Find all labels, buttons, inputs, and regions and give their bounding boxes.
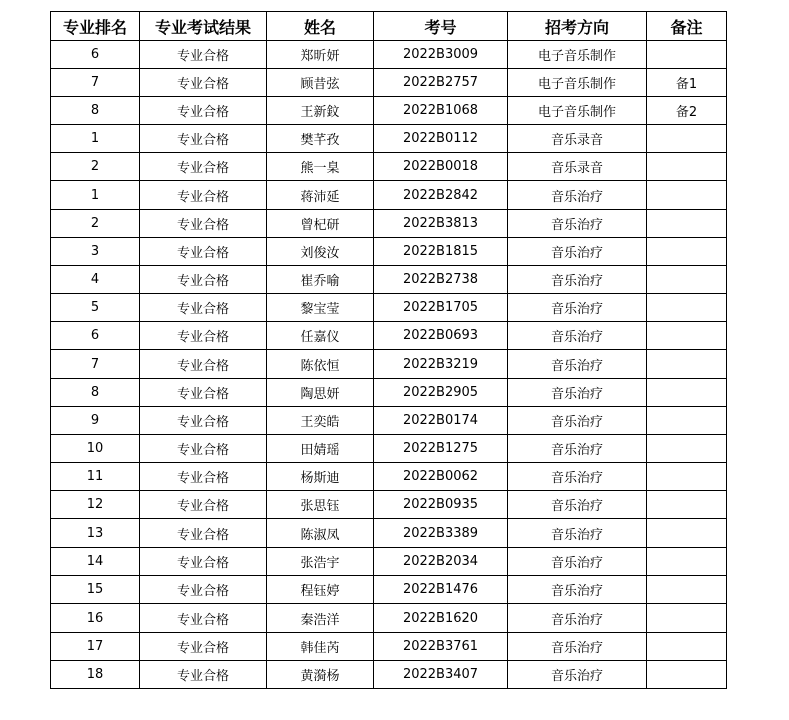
cell-name: 顾昔弦 [267, 69, 374, 97]
cell-exam-result: 专业合格 [140, 125, 267, 153]
cell-exam-result: 专业合格 [140, 97, 267, 125]
header-row [51, 12, 727, 41]
cell-direction: 音乐治疗 [508, 294, 647, 322]
cell-name: 韩佳芮 [267, 633, 374, 661]
table-row [51, 294, 727, 322]
cell-notes [647, 463, 727, 491]
cell-direction: 音乐治疗 [508, 519, 647, 548]
cell-rank: 5 [51, 294, 140, 322]
table-row [51, 350, 727, 379]
cell-exam-result: 专业合格 [140, 350, 267, 379]
cell-rank: 3 [51, 238, 140, 266]
cell-direction: 音乐治疗 [508, 491, 647, 519]
cell-exam-number: 2022B3009 [374, 41, 508, 69]
cell-direction: 音乐治疗 [508, 407, 647, 435]
cell-direction: 音乐治疗 [508, 181, 647, 210]
cell-name: 任嘉仪 [267, 322, 374, 350]
table-row [51, 266, 727, 294]
table-row [51, 661, 727, 689]
cell-rank: 15 [51, 576, 140, 604]
table-header [51, 12, 727, 41]
cell-direction: 音乐治疗 [508, 435, 647, 463]
cell-exam-result: 专业合格 [140, 294, 267, 322]
cell-exam-result: 专业合格 [140, 379, 267, 407]
table-row [51, 41, 727, 69]
cell-direction: 音乐录音 [508, 125, 647, 153]
cell-direction: 音乐治疗 [508, 463, 647, 491]
cell-name: 樊芊孜 [267, 125, 374, 153]
cell-notes [647, 41, 727, 69]
table-row [51, 97, 727, 125]
cell-notes: 备1 [647, 69, 727, 97]
cell-name: 曾杞研 [267, 210, 374, 238]
cell-notes [647, 604, 727, 633]
cell-notes [647, 294, 727, 322]
cell-direction: 电子音乐制作 [508, 41, 647, 69]
cell-direction: 音乐治疗 [508, 266, 647, 294]
cell-exam-number: 2022B1705 [374, 294, 508, 322]
header-notes: 备注 [647, 12, 727, 41]
cell-exam-number: 2022B0174 [374, 407, 508, 435]
table-row [51, 519, 727, 548]
cell-exam-number: 2022B1476 [374, 576, 508, 604]
cell-notes [647, 210, 727, 238]
cell-exam-number: 2022B0018 [374, 153, 508, 181]
cell-name: 刘俊汝 [267, 238, 374, 266]
cell-rank: 8 [51, 379, 140, 407]
cell-direction: 音乐治疗 [508, 604, 647, 633]
cell-rank: 2 [51, 210, 140, 238]
cell-exam-number: 2022B1815 [374, 238, 508, 266]
cell-direction: 音乐治疗 [508, 210, 647, 238]
cell-exam-result: 专业合格 [140, 322, 267, 350]
cell-notes [647, 661, 727, 689]
cell-exam-number: 2022B2034 [374, 548, 508, 576]
cell-exam-result: 专业合格 [140, 266, 267, 294]
cell-name: 陈淑凤 [267, 519, 374, 548]
table-row [51, 322, 727, 350]
cell-direction: 音乐治疗 [508, 633, 647, 661]
cell-name: 熊一臬 [267, 153, 374, 181]
cell-rank: 9 [51, 407, 140, 435]
cell-exam-result: 专业合格 [140, 210, 267, 238]
cell-exam-number: 2022B0062 [374, 463, 508, 491]
cell-notes [647, 633, 727, 661]
cell-name: 陈依恒 [267, 350, 374, 379]
cell-exam-result: 专业合格 [140, 661, 267, 689]
table-row [51, 181, 727, 210]
cell-exam-number: 2022B0935 [374, 491, 508, 519]
cell-exam-number: 2022B1620 [374, 604, 508, 633]
cell-exam-number: 2022B3761 [374, 633, 508, 661]
cell-name: 程钰婷 [267, 576, 374, 604]
table-row [51, 548, 727, 576]
cell-notes: 备2 [647, 97, 727, 125]
cell-notes [647, 491, 727, 519]
cell-notes [647, 548, 727, 576]
cell-exam-result: 专业合格 [140, 238, 267, 266]
table-row [51, 407, 727, 435]
cell-notes [647, 379, 727, 407]
table-row [51, 379, 727, 407]
cell-rank: 4 [51, 266, 140, 294]
cell-exam-number: 2022B0112 [374, 125, 508, 153]
cell-notes [647, 576, 727, 604]
cell-exam-number: 2022B0693 [374, 322, 508, 350]
cell-name: 郑昕妍 [267, 41, 374, 69]
table-row [51, 491, 727, 519]
cell-exam-number: 2022B1275 [374, 435, 508, 463]
cell-direction: 音乐录音 [508, 153, 647, 181]
cell-name: 黄漪杨 [267, 661, 374, 689]
cell-rank: 10 [51, 435, 140, 463]
cell-exam-result: 专业合格 [140, 576, 267, 604]
table-row [51, 125, 727, 153]
cell-rank: 6 [51, 322, 140, 350]
cell-name: 陶思妍 [267, 379, 374, 407]
cell-exam-number: 2022B2757 [374, 69, 508, 97]
table-row [51, 238, 727, 266]
cell-rank: 12 [51, 491, 140, 519]
header-exam-result: 专业考试结果 [140, 12, 267, 41]
cell-exam-result: 专业合格 [140, 435, 267, 463]
cell-exam-number: 2022B3407 [374, 661, 508, 689]
table-body [51, 41, 727, 689]
cell-rank: 13 [51, 519, 140, 548]
cell-notes [647, 153, 727, 181]
cell-notes [647, 125, 727, 153]
cell-rank: 7 [51, 350, 140, 379]
cell-notes [647, 435, 727, 463]
cell-rank: 7 [51, 69, 140, 97]
cell-exam-number: 2022B3813 [374, 210, 508, 238]
cell-direction: 电子音乐制作 [508, 69, 647, 97]
cell-exam-result: 专业合格 [140, 604, 267, 633]
cell-direction: 电子音乐制作 [508, 97, 647, 125]
cell-exam-number: 2022B2842 [374, 181, 508, 210]
table-row [51, 153, 727, 181]
cell-name: 蒋沛延 [267, 181, 374, 210]
cell-direction: 音乐治疗 [508, 379, 647, 407]
cell-direction: 音乐治疗 [508, 238, 647, 266]
cell-name: 王新鈫 [267, 97, 374, 125]
cell-name: 张浩宇 [267, 548, 374, 576]
cell-direction: 音乐治疗 [508, 661, 647, 689]
cell-direction: 音乐治疗 [508, 548, 647, 576]
cell-exam-result: 专业合格 [140, 41, 267, 69]
cell-rank: 2 [51, 153, 140, 181]
header-direction: 招考方向 [508, 12, 647, 41]
cell-exam-number: 2022B2738 [374, 266, 508, 294]
header-name: 姓名 [267, 12, 374, 41]
cell-exam-number: 2022B3389 [374, 519, 508, 548]
header-exam-number: 考号 [374, 12, 508, 41]
cell-notes [647, 266, 727, 294]
table-row [51, 435, 727, 463]
cell-exam-number: 2022B2905 [374, 379, 508, 407]
cell-rank: 6 [51, 41, 140, 69]
cell-rank: 1 [51, 125, 140, 153]
header-rank: 专业排名 [51, 12, 140, 41]
cell-rank: 16 [51, 604, 140, 633]
cell-direction: 音乐治疗 [508, 322, 647, 350]
cell-notes [647, 407, 727, 435]
cell-notes [647, 181, 727, 210]
cell-rank: 17 [51, 633, 140, 661]
cell-name: 田婧瑶 [267, 435, 374, 463]
cell-exam-result: 专业合格 [140, 633, 267, 661]
cell-exam-result: 专业合格 [140, 181, 267, 210]
cell-name: 秦浩洋 [267, 604, 374, 633]
cell-rank: 8 [51, 97, 140, 125]
cell-notes [647, 322, 727, 350]
cell-notes [647, 519, 727, 548]
cell-notes [647, 238, 727, 266]
results-table [50, 11, 727, 689]
cell-exam-result: 专业合格 [140, 491, 267, 519]
cell-name: 张思钰 [267, 491, 374, 519]
cell-name: 王奕皓 [267, 407, 374, 435]
cell-rank: 11 [51, 463, 140, 491]
cell-exam-result: 专业合格 [140, 519, 267, 548]
cell-direction: 音乐治疗 [508, 576, 647, 604]
cell-name: 杨斯迪 [267, 463, 374, 491]
cell-rank: 1 [51, 181, 140, 210]
cell-name: 崔乔喻 [267, 266, 374, 294]
cell-rank: 18 [51, 661, 140, 689]
cell-direction: 音乐治疗 [508, 350, 647, 379]
table-row [51, 69, 727, 97]
cell-exam-result: 专业合格 [140, 153, 267, 181]
cell-exam-number: 2022B1068 [374, 97, 508, 125]
cell-notes [647, 350, 727, 379]
table-row [51, 576, 727, 604]
cell-exam-result: 专业合格 [140, 548, 267, 576]
cell-name: 黎宝莹 [267, 294, 374, 322]
table-row [51, 604, 727, 633]
table-row [51, 633, 727, 661]
cell-exam-result: 专业合格 [140, 69, 267, 97]
table-row [51, 463, 727, 491]
cell-exam-number: 2022B3219 [374, 350, 508, 379]
cell-rank: 14 [51, 548, 140, 576]
table-row [51, 210, 727, 238]
cell-exam-result: 专业合格 [140, 463, 267, 491]
cell-exam-result: 专业合格 [140, 407, 267, 435]
